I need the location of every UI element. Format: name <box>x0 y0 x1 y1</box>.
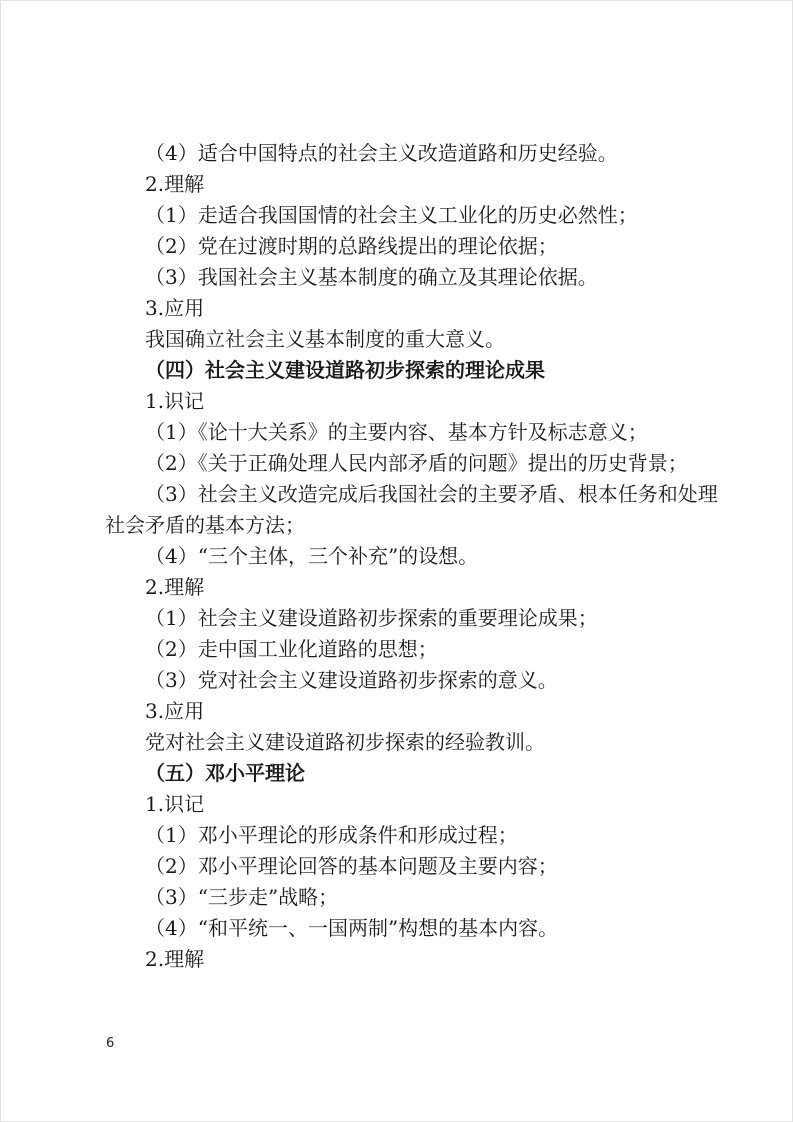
section-heading: （四）社会主义建设道路初步探索的理论成果 <box>145 358 545 382</box>
paragraph: 我国确立社会主义基本制度的重大意义。 <box>145 327 505 351</box>
paragraph: （2）《关于正确处理人民内部矛盾的问题》提出的历史背景； <box>145 451 688 475</box>
paragraph: （3）党对社会主义建设道路初步探索的意义。 <box>145 668 558 692</box>
paragraph: 党对社会主义建设道路初步探索的经验教训。 <box>145 730 545 754</box>
paragraph: 1.识记 <box>145 792 205 816</box>
document-body <box>105 138 718 975</box>
paragraph: （1）走适合我国国情的社会主义工业化的历史必然性； <box>145 203 638 227</box>
paragraph: （3）我国社会主义基本制度的确立及其理论依据。 <box>145 265 598 289</box>
paragraph: （1）邓小平理论的形成条件和形成过程； <box>145 823 518 847</box>
paragraph: （4）“三个主体，三个补充”的设想。 <box>145 544 479 568</box>
paragraph: （2）党在过渡时期的总路线提出的理论依据； <box>145 234 558 258</box>
paragraph: （4）“和平统一、一国两制”构想的基本内容。 <box>145 916 559 940</box>
paragraph: 2.理解 <box>145 172 205 196</box>
paragraph: （3）“三步走”战略； <box>145 885 339 909</box>
paragraph: 3.应用 <box>145 296 205 320</box>
paragraph: 1.识记 <box>145 389 205 413</box>
paragraph: （3）社会主义改造完成后我国社会的主要矛盾、根本任务和处理社会矛盾的基本方法； <box>105 482 718 537</box>
paragraph: （1）社会主义建设道路初步探索的重要理论成果； <box>145 606 598 630</box>
paragraph: （2）走中国工业化道路的思想； <box>145 637 438 661</box>
paragraph: 2.理解 <box>145 575 205 599</box>
paragraph: （4）适合中国特点的社会主义改造道路和历史经验。 <box>145 141 618 165</box>
paragraph: 2.理解 <box>145 947 205 971</box>
paragraph: （1）《论十大关系》的主要内容、基本方针及标志意义； <box>145 420 648 444</box>
paragraph: （2）邓小平理论回答的基本问题及主要内容； <box>145 854 558 878</box>
section-heading: （五）邓小平理论 <box>145 761 305 785</box>
page-number: 6 <box>106 1036 115 1051</box>
paragraph: 3.应用 <box>145 699 205 723</box>
